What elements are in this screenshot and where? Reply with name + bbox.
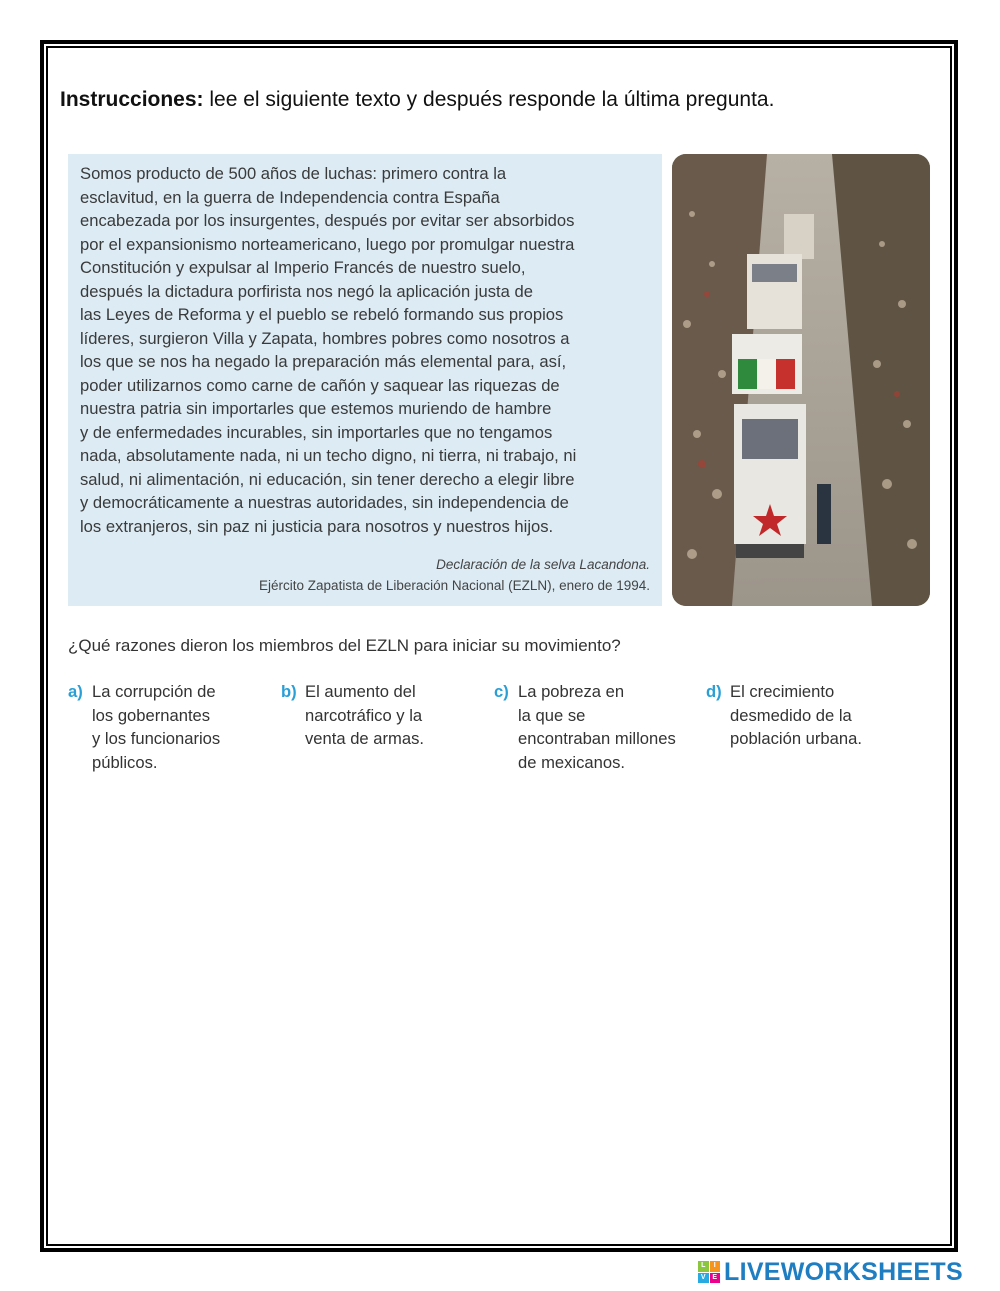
quote-line: poder utilizarnos como carne de cañón y saquear las riquezas de — [80, 375, 560, 395]
option-text — [92, 680, 220, 774]
option-line: la que se — [518, 705, 586, 725]
quote-line: nuestra patria sin importarles que estemos muriendo de hambre — [80, 399, 552, 418]
option-text — [305, 680, 424, 751]
quote-line: Constitución y expulsar al Imperio Francés de nuestro suelo, — [80, 258, 526, 277]
instructions-label: Instrucciones: — [60, 88, 204, 111]
source-author: Ejército Zapatista de Liberación Nacional (EZLN), enero de 1994. — [259, 578, 650, 593]
option-line: La corrupción de — [92, 682, 216, 701]
option-letter: c) — [494, 682, 509, 701]
quote-line: los extranjeros, sin paz ni justicia para nosotros y nuestros hijos. — [80, 516, 554, 536]
quote-line: y democráticamente a nuestras autoridades, sin independencia de — [80, 493, 569, 512]
quote-line: por el expansionismo norteamericano, luego por promulgar nuestra — [80, 234, 575, 254]
option-line: los gobernantes — [92, 705, 211, 725]
question-text: ¿Qué razones dieron los miembros del EZLN para iniciar su movimiento? — [68, 636, 621, 655]
option-c[interactable] — [494, 680, 676, 774]
option-a[interactable] — [68, 680, 220, 774]
quote-line: nada, absolutamente nada, ni un techo digno, ni tierra, ni trabajo, ni — [80, 446, 577, 465]
quote-line: líderes, surgieron Villa y Zapata, hombres pobres como nosotros a — [80, 328, 570, 348]
quote-line: los que se nos ha negado la preparación más elemental para, así, — [80, 352, 567, 371]
option-line: de mexicanos. — [518, 752, 625, 772]
quote-line: y de enfermedades incurables, sin importarles que no tengamos — [80, 422, 553, 442]
option-letter: d) — [706, 682, 722, 701]
option-line: población urbana. — [730, 729, 862, 748]
logo-mark-letter: I — [710, 1261, 721, 1272]
instructions — [60, 88, 940, 112]
option-line: El aumento del — [305, 682, 416, 701]
source-title: Declaración de la selva Lacandona. — [436, 557, 650, 572]
option-b[interactable] — [281, 680, 424, 751]
logo-text: LIVEWORKSHEETS — [724, 1257, 963, 1286]
option-line: venta de armas. — [305, 729, 424, 748]
option-line: narcotráfico y la — [305, 705, 423, 725]
option-line: desmedido de la — [730, 705, 852, 725]
option-d[interactable] — [706, 680, 862, 751]
protest-photo-image — [672, 154, 930, 606]
option-letter: a) — [68, 682, 83, 701]
quote-text — [80, 162, 652, 538]
option-line: El crecimiento — [730, 682, 835, 701]
quote-line: Somos producto de 500 años de luchas: primero contra la — [80, 164, 507, 183]
logo-mark-letter: V — [698, 1273, 709, 1284]
option-line: encontraban millones — [518, 729, 676, 748]
quote-line: las Leyes de Reforma y el pueblo se rebeló formando sus propios — [80, 305, 564, 324]
logo-mark-letter: E — [710, 1273, 721, 1284]
option-line: públicos. — [92, 752, 158, 772]
quote-line: encabezada por los insurgentes, después por evitar ser absorbidos — [80, 211, 575, 230]
option-text — [730, 680, 862, 751]
liveworksheets-logo — [698, 1258, 963, 1286]
logo-mark-letter: L — [698, 1261, 709, 1272]
logo-icon — [698, 1261, 720, 1283]
quote-box — [68, 154, 662, 606]
quote-line: salud, ni alimentación, ni educación, sin tener derecho a elegir libre — [80, 469, 575, 489]
quote-source — [259, 554, 650, 596]
protest-photo — [672, 154, 930, 606]
instructions-text: lee el siguiente texto y después responde la última pregunta. — [203, 88, 775, 111]
option-line: y los funcionarios — [92, 729, 221, 748]
option-line: La pobreza en — [518, 682, 625, 701]
quote-line: esclavitud, en la guerra de Independencia contra España — [80, 187, 500, 207]
quote-line: después la dictadura porfirista nos negó la aplicación justa de — [80, 281, 533, 301]
option-letter: b) — [281, 682, 297, 701]
option-text — [518, 680, 676, 774]
